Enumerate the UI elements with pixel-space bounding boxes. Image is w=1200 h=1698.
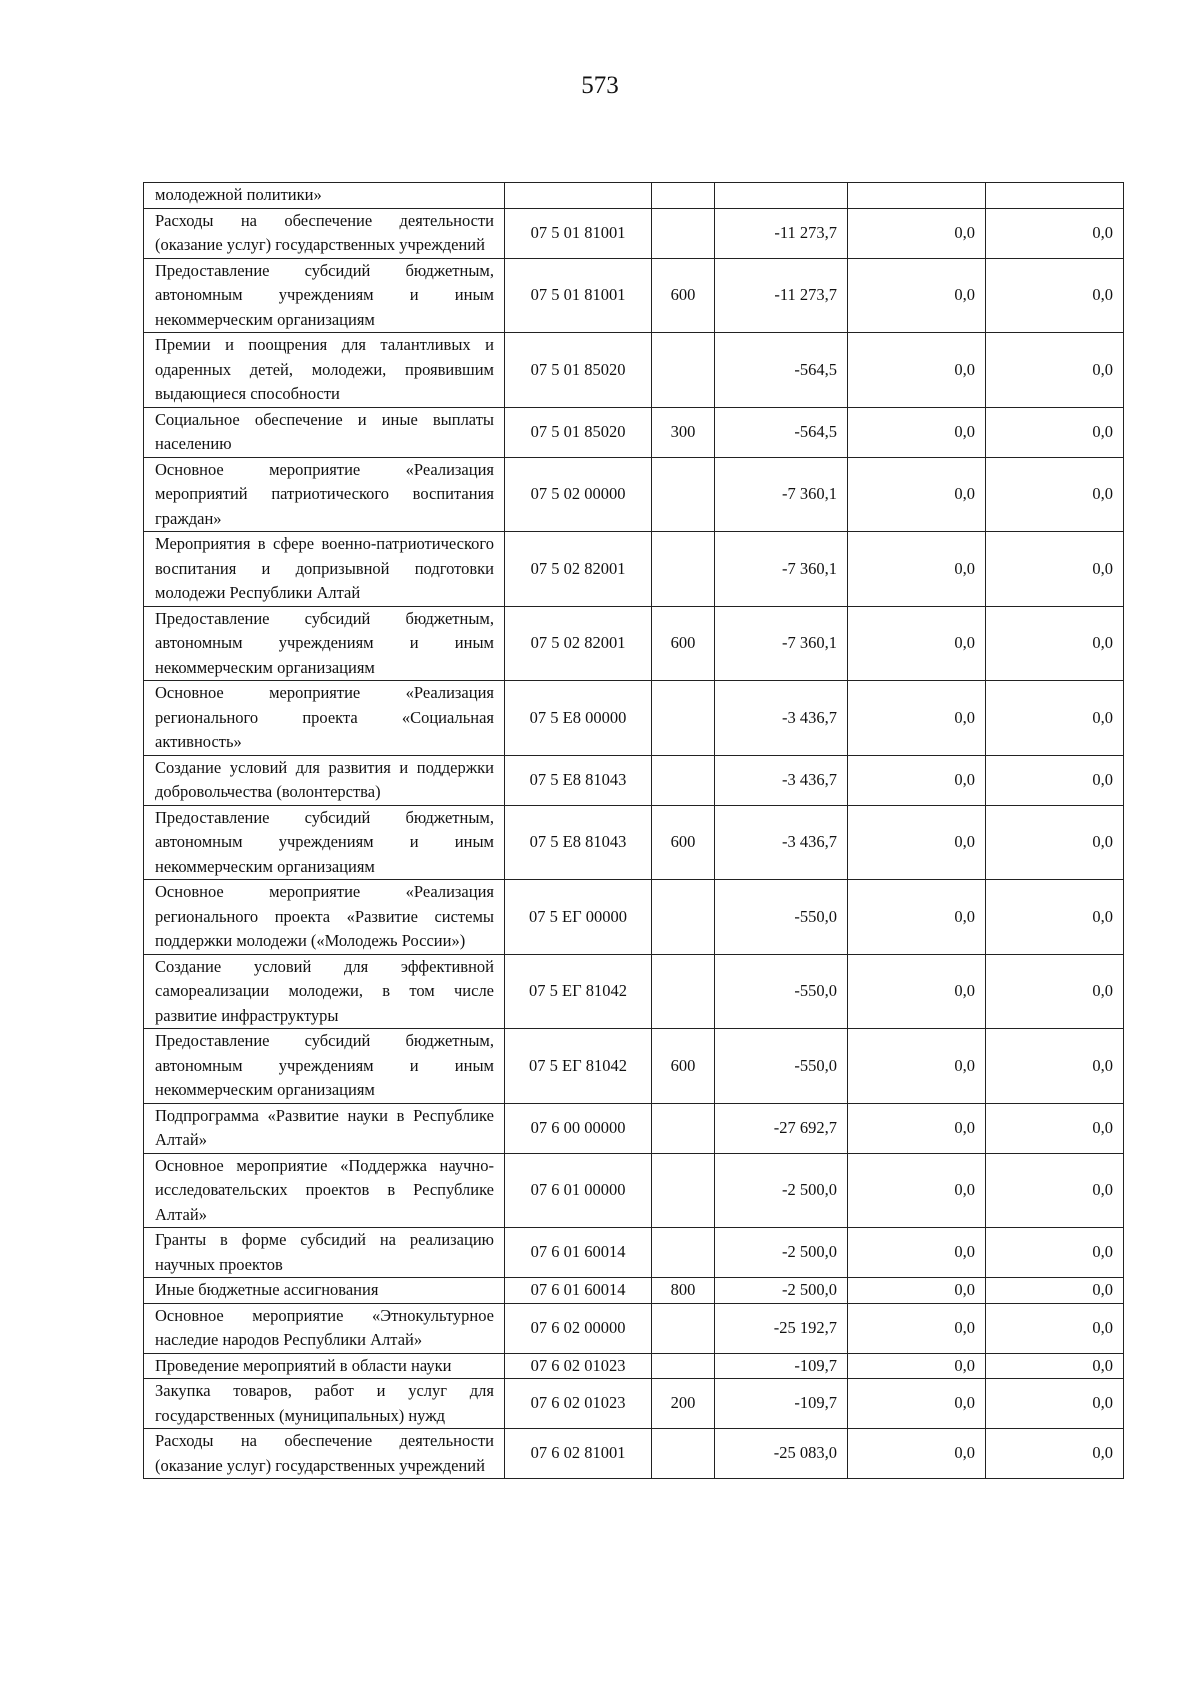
csr-code-cell: 07 6 02 01023 xyxy=(505,1353,652,1379)
amount-3-cell: 0,0 xyxy=(986,755,1124,805)
amount-2-cell: 0,0 xyxy=(848,258,986,333)
row-name-cell: Гранты в форме субсидий на реализацию научных проектов xyxy=(144,1228,505,1278)
amount-1-cell: -7 360,1 xyxy=(715,457,848,532)
csr-code-cell: 07 6 02 81001 xyxy=(505,1429,652,1479)
amount-2-cell: 0,0 xyxy=(848,407,986,457)
table-row xyxy=(144,954,1124,1029)
row-name-cell: Предоставление субсидий бюджетным, автономным учреждениям и иным некоммерческим организациям xyxy=(144,1029,505,1104)
amount-2-cell: 0,0 xyxy=(848,1029,986,1104)
row-name-cell: Проведение мероприятий в области науки xyxy=(144,1353,505,1379)
row-name-cell: молодежной политики» xyxy=(144,183,505,209)
table-row xyxy=(144,880,1124,955)
amount-3-cell: 0,0 xyxy=(986,1429,1124,1479)
amount-1-cell: -550,0 xyxy=(715,1029,848,1104)
amount-3-cell: 0,0 xyxy=(986,606,1124,681)
amount-3-cell: 0,0 xyxy=(986,333,1124,408)
budget-table xyxy=(143,182,1124,1479)
row-name-cell: Основное мероприятие «Этнокультурное наследие народов Республики Алтай» xyxy=(144,1303,505,1353)
amount-2-cell: 0,0 xyxy=(848,880,986,955)
amount-2-cell: 0,0 xyxy=(848,1278,986,1304)
amount-2-cell: 0,0 xyxy=(848,1379,986,1429)
table-row xyxy=(144,681,1124,756)
csr-code-cell: 07 5 01 81001 xyxy=(505,258,652,333)
row-name-cell: Основное мероприятие «Реализация мероприятий патриотического воспитания граждан» xyxy=(144,457,505,532)
amount-1-cell: -2 500,0 xyxy=(715,1153,848,1228)
amount-3-cell: 0,0 xyxy=(986,1278,1124,1304)
expense-type-cell xyxy=(652,1303,715,1353)
csr-code-cell: 07 5 E8 81043 xyxy=(505,755,652,805)
amount-1-cell: -3 436,7 xyxy=(715,755,848,805)
expense-type-cell xyxy=(652,457,715,532)
expense-type-cell xyxy=(652,333,715,408)
table-row xyxy=(144,1278,1124,1304)
table-row xyxy=(144,606,1124,681)
csr-code-cell: 07 5 ЕГ 00000 xyxy=(505,880,652,955)
amount-2-cell: 0,0 xyxy=(848,1353,986,1379)
row-name-cell: Основное мероприятие «Реализация регионального проекта «Социальная активность» xyxy=(144,681,505,756)
amount-1-cell: -109,7 xyxy=(715,1353,848,1379)
amount-3-cell: 0,0 xyxy=(986,1103,1124,1153)
csr-code-cell: 07 6 01 60014 xyxy=(505,1278,652,1304)
expense-type-cell xyxy=(652,1103,715,1153)
row-name-cell: Расходы на обеспечение деятельности (оказание услуг) государственных учреждений xyxy=(144,1429,505,1479)
amount-3-cell xyxy=(986,183,1124,209)
table-row xyxy=(144,258,1124,333)
expense-type-cell: 600 xyxy=(652,805,715,880)
row-name-cell: Предоставление субсидий бюджетным, автономным учреждениям и иным некоммерческим организациям xyxy=(144,805,505,880)
amount-3-cell: 0,0 xyxy=(986,1353,1124,1379)
amount-3-cell: 0,0 xyxy=(986,1303,1124,1353)
csr-code-cell xyxy=(505,183,652,209)
amount-2-cell: 0,0 xyxy=(848,1228,986,1278)
table-row xyxy=(144,1153,1124,1228)
row-name-cell: Премии и поощрения для талантливых и одаренных детей, молодежи, проявившим выдающиеся способности xyxy=(144,333,505,408)
expense-type-cell xyxy=(652,1353,715,1379)
table-row xyxy=(144,805,1124,880)
row-name-cell: Основное мероприятие «Поддержка научно-исследовательских проектов в Республике Алтай» xyxy=(144,1153,505,1228)
expense-type-cell xyxy=(652,532,715,607)
amount-1-cell: -564,5 xyxy=(715,407,848,457)
csr-code-cell: 07 6 01 00000 xyxy=(505,1153,652,1228)
amount-1-cell: -564,5 xyxy=(715,333,848,408)
csr-code-cell: 07 5 E8 00000 xyxy=(505,681,652,756)
amount-1-cell: -2 500,0 xyxy=(715,1228,848,1278)
table-row xyxy=(144,208,1124,258)
expense-type-cell: 600 xyxy=(652,1029,715,1104)
table-row xyxy=(144,1353,1124,1379)
row-name-cell: Подпрограмма «Развитие науки в Республике Алтай» xyxy=(144,1103,505,1153)
amount-1-cell: -25 192,7 xyxy=(715,1303,848,1353)
expense-type-cell xyxy=(652,880,715,955)
row-name-cell: Предоставление субсидий бюджетным, автономным учреждениям и иным некоммерческим организациям xyxy=(144,606,505,681)
amount-3-cell: 0,0 xyxy=(986,805,1124,880)
amount-1-cell xyxy=(715,183,848,209)
expense-type-cell: 600 xyxy=(652,606,715,681)
amount-2-cell xyxy=(848,183,986,209)
table-row xyxy=(144,407,1124,457)
amount-1-cell: -11 273,7 xyxy=(715,258,848,333)
amount-3-cell: 0,0 xyxy=(986,880,1124,955)
expense-type-cell xyxy=(652,183,715,209)
expense-type-cell xyxy=(652,208,715,258)
table-row xyxy=(144,532,1124,607)
csr-code-cell: 07 5 ЕГ 81042 xyxy=(505,954,652,1029)
csr-code-cell: 07 6 02 01023 xyxy=(505,1379,652,1429)
expense-type-cell: 200 xyxy=(652,1379,715,1429)
table-row xyxy=(144,333,1124,408)
amount-2-cell: 0,0 xyxy=(848,1429,986,1479)
amount-3-cell: 0,0 xyxy=(986,1228,1124,1278)
csr-code-cell: 07 6 01 60014 xyxy=(505,1228,652,1278)
amount-1-cell: -11 273,7 xyxy=(715,208,848,258)
table-row xyxy=(144,457,1124,532)
expense-type-cell: 800 xyxy=(652,1278,715,1304)
csr-code-cell: 07 5 01 85020 xyxy=(505,333,652,408)
amount-2-cell: 0,0 xyxy=(848,755,986,805)
amount-2-cell: 0,0 xyxy=(848,333,986,408)
expense-type-cell xyxy=(652,1153,715,1228)
csr-code-cell: 07 5 ЕГ 81042 xyxy=(505,1029,652,1104)
expense-type-cell: 300 xyxy=(652,407,715,457)
table-row xyxy=(144,755,1124,805)
row-name-cell: Расходы на обеспечение деятельности (оказание услуг) государственных учреждений xyxy=(144,208,505,258)
amount-2-cell: 0,0 xyxy=(848,532,986,607)
csr-code-cell: 07 5 02 00000 xyxy=(505,457,652,532)
csr-code-cell: 07 5 02 82001 xyxy=(505,606,652,681)
amount-1-cell: -25 083,0 xyxy=(715,1429,848,1479)
amount-2-cell: 0,0 xyxy=(848,954,986,1029)
amount-1-cell: -550,0 xyxy=(715,954,848,1029)
amount-2-cell: 0,0 xyxy=(848,681,986,756)
csr-code-cell: 07 6 02 00000 xyxy=(505,1303,652,1353)
amount-2-cell: 0,0 xyxy=(848,208,986,258)
amount-3-cell: 0,0 xyxy=(986,208,1124,258)
expense-type-cell xyxy=(652,954,715,1029)
expense-type-cell: 600 xyxy=(652,258,715,333)
amount-2-cell: 0,0 xyxy=(848,805,986,880)
row-name-cell: Социальное обеспечение и иные выплаты населению xyxy=(144,407,505,457)
row-name-cell: Создание условий для развития и поддержки добровольчества (волонтерства) xyxy=(144,755,505,805)
amount-2-cell: 0,0 xyxy=(848,1303,986,1353)
csr-code-cell: 07 5 E8 81043 xyxy=(505,805,652,880)
amount-1-cell: -3 436,7 xyxy=(715,805,848,880)
row-name-cell: Мероприятия в сфере военно-патриотического воспитания и допризывной подготовки молодежи Республики Алтай xyxy=(144,532,505,607)
table-row xyxy=(144,183,1124,209)
amount-3-cell: 0,0 xyxy=(986,532,1124,607)
amount-1-cell: -109,7 xyxy=(715,1379,848,1429)
table-row xyxy=(144,1303,1124,1353)
amount-3-cell: 0,0 xyxy=(986,1029,1124,1104)
expense-type-cell xyxy=(652,681,715,756)
amount-2-cell: 0,0 xyxy=(848,1153,986,1228)
amount-3-cell: 0,0 xyxy=(986,954,1124,1029)
page-number: 573 xyxy=(581,72,619,99)
expense-type-cell xyxy=(652,1429,715,1479)
table-row xyxy=(144,1379,1124,1429)
amount-3-cell: 0,0 xyxy=(986,681,1124,756)
amount-1-cell: -550,0 xyxy=(715,880,848,955)
row-name-cell: Создание условий для эффективной самореализации молодежи, в том числе развитие инфраструктуры xyxy=(144,954,505,1029)
expense-type-cell xyxy=(652,1228,715,1278)
csr-code-cell: 07 6 00 00000 xyxy=(505,1103,652,1153)
csr-code-cell: 07 5 01 81001 xyxy=(505,208,652,258)
expense-type-cell xyxy=(652,755,715,805)
row-name-cell: Предоставление субсидий бюджетным, автономным учреждениям и иным некоммерческим организациям xyxy=(144,258,505,333)
amount-3-cell: 0,0 xyxy=(986,1153,1124,1228)
amount-1-cell: -7 360,1 xyxy=(715,606,848,681)
csr-code-cell: 07 5 01 85020 xyxy=(505,407,652,457)
amount-1-cell: -27 692,7 xyxy=(715,1103,848,1153)
amount-3-cell: 0,0 xyxy=(986,457,1124,532)
amount-3-cell: 0,0 xyxy=(986,1379,1124,1429)
row-name-cell: Иные бюджетные ассигнования xyxy=(144,1278,505,1304)
table-row xyxy=(144,1228,1124,1278)
table-row xyxy=(144,1029,1124,1104)
amount-2-cell: 0,0 xyxy=(848,457,986,532)
amount-3-cell: 0,0 xyxy=(986,407,1124,457)
amount-2-cell: 0,0 xyxy=(848,1103,986,1153)
amount-1-cell: -7 360,1 xyxy=(715,532,848,607)
row-name-cell: Закупка товаров, работ и услуг для государственных (муниципальных) нужд xyxy=(144,1379,505,1429)
csr-code-cell: 07 5 02 82001 xyxy=(505,532,652,607)
amount-1-cell: -2 500,0 xyxy=(715,1278,848,1304)
row-name-cell: Основное мероприятие «Реализация регионального проекта «Развитие системы поддержки молодежи («Молодежь России») xyxy=(144,880,505,955)
amount-3-cell: 0,0 xyxy=(986,258,1124,333)
table-row xyxy=(144,1103,1124,1153)
table-body xyxy=(144,183,1124,1479)
amount-1-cell: -3 436,7 xyxy=(715,681,848,756)
table-row xyxy=(144,1429,1124,1479)
amount-2-cell: 0,0 xyxy=(848,606,986,681)
